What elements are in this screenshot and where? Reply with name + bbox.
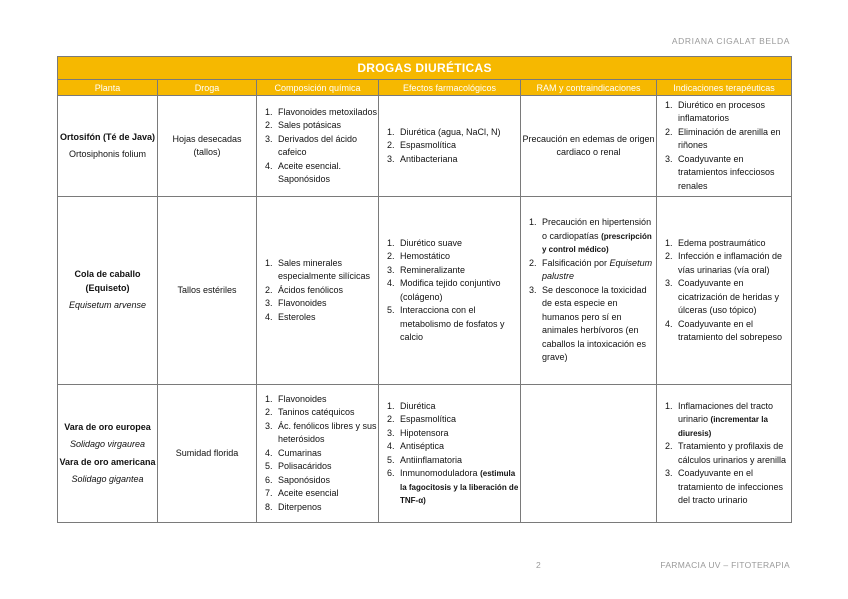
list-item: 1. Diurético en procesos inflamatorios <box>675 99 791 126</box>
list-item: 3. Coadyuvante en cicatrización de heridas y úlceras (uso tópico) <box>675 277 791 318</box>
plant-cell <box>58 385 158 523</box>
list-item: 3. Ác. fenólicos libres y sus heterósidos <box>275 420 378 447</box>
footer-course: FARMACIA UV – FITOTERAPIA <box>660 560 790 570</box>
table-title: DROGAS DIURÉTICAS <box>58 57 792 80</box>
ram-latin: Equisetum palustre <box>542 257 653 282</box>
drug-cell: Tallos estériles <box>158 197 257 385</box>
drug-cell: Sumidad florida <box>158 385 257 523</box>
list-item <box>675 400 791 441</box>
author-header: ADRIANA CIGALAT BELDA <box>671 36 790 46</box>
ram-cell: Precaución en edemas de origen cardiaco o renal <box>521 96 657 197</box>
composition-cell <box>257 197 379 385</box>
list-item: 4. Cumarinas <box>275 447 378 461</box>
column-header-composition: Composición química <box>257 80 379 96</box>
list-item: 2. Ácidos fenólicos <box>275 284 378 298</box>
page-number: 2 <box>536 560 541 570</box>
list-item: 1. Edema postraumático <box>675 237 791 251</box>
list-item: 6. Saponósidos <box>275 474 378 488</box>
plant-name: Vara de oro americana <box>59 456 156 467</box>
drug-cell: Hojas desecadas (tallos) <box>158 96 257 197</box>
ram-cell <box>521 385 657 523</box>
column-header-drug: Droga <box>158 80 257 96</box>
ram-text: Precaución en hipertensión o cardiopatías <box>542 217 652 241</box>
list-item <box>539 257 656 284</box>
indication-note: (incrementar la diuresis) <box>678 415 768 438</box>
list-item <box>397 467 520 508</box>
plant-name: Ortosifón (Té de Java) <box>59 131 156 142</box>
effects-cell <box>379 197 521 385</box>
list-item: 8. Diterpenos <box>275 501 378 515</box>
effect-text: Inmunomoduladora <box>400 468 478 478</box>
plant-latin-name: Ortosiphonis folium <box>68 149 147 159</box>
list-item: 4. Modifica tejido conjuntivo (colágeno) <box>397 277 520 304</box>
list-item: 4. Coadyuvante en el tratamiento del sobrepeso <box>675 318 791 345</box>
indications-cell <box>657 197 792 385</box>
list-item: 3. Derivados del ácido cafeico <box>275 133 378 160</box>
list-item: 4. Esteroles <box>275 311 378 325</box>
plant-latin-name: Equisetum arvense <box>68 300 147 311</box>
effects-cell <box>379 96 521 197</box>
list-item: 2. Espasmolítica <box>397 413 520 427</box>
list-item: 1. Diurético suave <box>397 237 520 251</box>
list-item: 1. Diurética <box>397 400 520 414</box>
list-item: 2. Taninos catéquicos <box>275 406 378 420</box>
list-item: 7. Aceite esencial <box>275 487 378 501</box>
diuretic-drugs-table <box>57 56 792 523</box>
indication-text: Inflamaciones del tracto urinario <box>678 400 774 424</box>
list-item: 3. Coadyuvante en el tratamiento de infecciones del tracto urinario <box>675 467 791 508</box>
list-item: 2. Infección e inflamación de vías urinarias (vía oral) <box>675 250 791 277</box>
list-item: 2. Espasmolítica <box>397 139 520 153</box>
indications-cell <box>657 385 792 523</box>
ram-note: (prescripción y control médico) <box>542 231 652 255</box>
list-item: 1. Flavonoides <box>275 393 378 407</box>
list-item: 5. Interacciona con el metabolismo de fosfatos y calcio <box>397 304 520 345</box>
plant-name: Vara de oro europea <box>64 421 151 432</box>
list-item: 4. Antiséptica <box>397 440 520 454</box>
table-row-cola-de-caballo <box>58 197 792 385</box>
plant-latin-name: Solidago virgaurea <box>69 439 146 449</box>
list-item: 3. Antibacteriana <box>397 153 520 167</box>
list-item: 1. Flavonoides metoxilados <box>275 106 378 120</box>
column-header-ram: RAM y contraindicaciones <box>521 80 657 96</box>
column-header-effects: Efectos farmacológicos <box>379 80 521 96</box>
list-item <box>539 216 656 257</box>
list-item: 5. Antiinflamatoria <box>397 454 520 468</box>
ram-text: Falsificación por <box>542 257 608 268</box>
ram-cell <box>521 197 657 385</box>
list-item: 2. Eliminación de arenilla en riñones <box>675 126 791 153</box>
plant-latin-name: Solidago gigantea <box>71 474 144 484</box>
list-item: 5. Polisacáridos <box>275 460 378 474</box>
list-item: 2. Hemostático <box>397 250 520 264</box>
list-item: 2. Sales potásicas <box>275 119 378 133</box>
list-item: 2. Tratamiento y profilaxis de cálculos urinarios y arenilla <box>675 440 791 467</box>
list-item: 3. Hipotensora <box>397 427 520 441</box>
indications-cell <box>657 96 792 197</box>
effect-note: (estimula la fagocitosis y la liberación de TNF-α) <box>400 469 519 505</box>
column-header-plant: Planta <box>58 80 158 96</box>
composition-cell <box>257 96 379 197</box>
plant-cell <box>58 96 158 197</box>
table-row-ortosifon <box>58 96 792 197</box>
column-header-indications: Indicaciones terapéuticas <box>657 80 792 96</box>
table-row-vara-de-oro <box>58 385 792 523</box>
list-item: 3. Se desconoce la toxicidad de esta especie en humanos pero sí en animales herbívoros (en caballos la intoxicación es grave) <box>539 284 656 365</box>
list-item: 3. Remineralizante <box>397 264 520 278</box>
table-header-row <box>58 80 792 96</box>
effects-cell <box>379 385 521 523</box>
list-item: 3. Coadyuvante en tratamientos infecciosos renales <box>675 153 791 194</box>
list-item: 3. Flavonoides <box>275 297 378 311</box>
composition-cell <box>257 385 379 523</box>
plant-name: Cola de caballo (Equiseto) <box>74 269 141 293</box>
list-item: 1. Diurética (agua, NaCl, N) <box>397 126 520 140</box>
list-item: 4. Aceite esencial. Saponósidos <box>275 160 378 187</box>
plant-cell <box>58 197 158 385</box>
list-item: 1. Sales minerales especialmente silícicas <box>275 257 378 284</box>
